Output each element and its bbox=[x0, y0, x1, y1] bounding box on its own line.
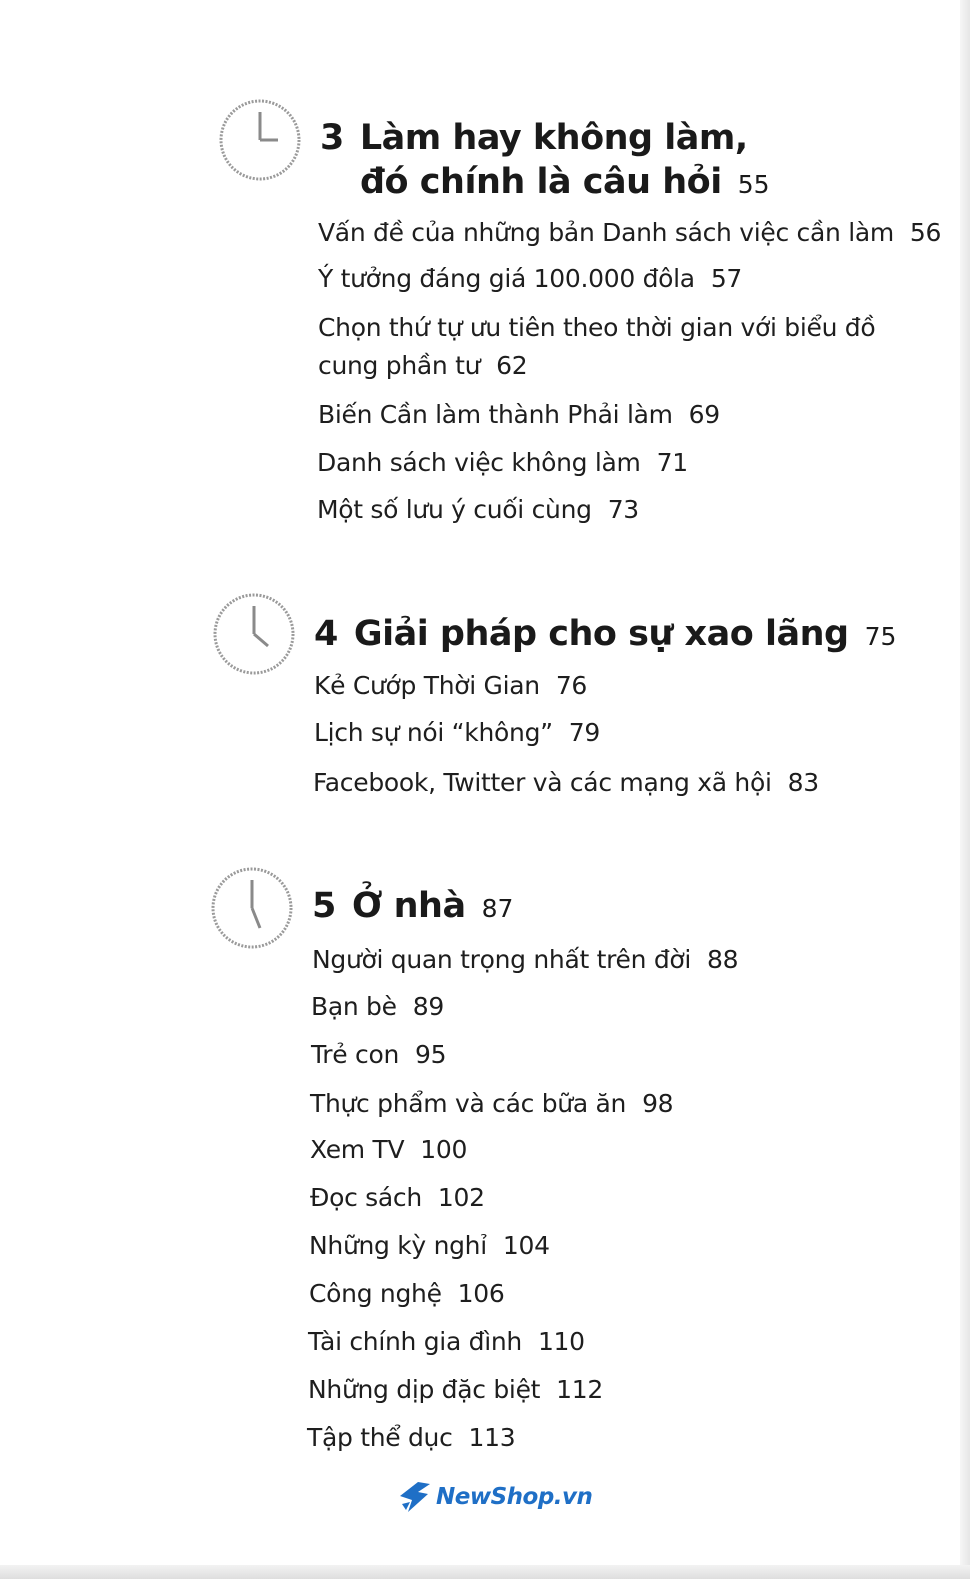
toc-entry-page: 69 bbox=[688, 400, 720, 429]
toc-entry[interactable] bbox=[308, 1371, 603, 1409]
toc-entry-page: 57 bbox=[710, 264, 743, 293]
toc-entry-page: 106 bbox=[457, 1279, 505, 1308]
newshop-watermark[interactable] bbox=[398, 1478, 592, 1516]
toc-entry-page: 112 bbox=[556, 1375, 603, 1404]
toc-entry-text: Xem TV bbox=[310, 1135, 405, 1164]
toc-entry-text: Tài chính gia đình bbox=[308, 1327, 522, 1356]
toc-entry-text: Facebook, Twitter và các mạng xã hội bbox=[313, 768, 772, 797]
toc-entry-text: Người quan trọng nhất trên đời bbox=[312, 945, 692, 974]
toc-entry-text: Chọn thứ tự ưu tiên theo thời gian với biểu đồ bbox=[318, 313, 876, 342]
toc-entry-page: 71 bbox=[656, 448, 688, 477]
toc-entry-page: 83 bbox=[787, 768, 819, 797]
toc-entry-page: 95 bbox=[415, 1040, 447, 1069]
toc-entry-text: Biến Cần làm thành Phải làm bbox=[318, 400, 673, 429]
toc-entry-page: 113 bbox=[468, 1423, 516, 1452]
toc-entry-text: Những kỳ nghỉ bbox=[309, 1231, 487, 1260]
toc-entry-text: Ý tưởng đáng giá 100.000 đôla bbox=[318, 264, 695, 293]
page-edge-shadow bbox=[960, 0, 970, 1579]
toc-entry-text: Công nghệ bbox=[309, 1279, 442, 1308]
toc-entry-text: Lịch sự nói “không” bbox=[314, 718, 553, 747]
toc-entry[interactable] bbox=[318, 396, 720, 434]
chapter-5-page: 87 bbox=[481, 894, 514, 923]
toc-entry[interactable] bbox=[311, 1036, 446, 1074]
toc-entry[interactable] bbox=[318, 260, 742, 298]
toc-entry-text: Trẻ con bbox=[311, 1040, 399, 1069]
toc-entry[interactable] bbox=[309, 1227, 550, 1265]
chapter-3-title[interactable] bbox=[320, 116, 770, 207]
toc-entry[interactable] bbox=[310, 1085, 673, 1123]
chapter-4-number: 4 bbox=[314, 614, 338, 654]
toc-entry[interactable] bbox=[307, 1419, 515, 1457]
clock-icon bbox=[210, 866, 294, 950]
toc-entry-page: 56 bbox=[909, 218, 942, 247]
chapter-4-title[interactable] bbox=[314, 612, 896, 659]
chapter-3-title-line1: Làm hay không làm, bbox=[359, 118, 748, 158]
toc-entry[interactable] bbox=[309, 1275, 504, 1313]
chapter-4-page: 75 bbox=[864, 622, 897, 651]
toc-entry-text: Vấn đề của những bản Danh sách việc cần làm bbox=[318, 218, 894, 247]
newshop-logo-icon bbox=[398, 1480, 432, 1514]
toc-entry-text: Bạn bè bbox=[311, 992, 397, 1021]
chapter-3-number: 3 bbox=[320, 118, 344, 158]
toc-entry-page: 62 bbox=[496, 351, 528, 380]
toc-entry-text: Thực phẩm và các bữa ăn bbox=[310, 1089, 627, 1118]
toc-entry[interactable] bbox=[313, 764, 819, 802]
toc-entry[interactable] bbox=[317, 444, 688, 482]
toc-entry-text: Danh sách việc không làm bbox=[317, 448, 641, 477]
toc-entry-page: 104 bbox=[502, 1231, 550, 1260]
toc-entry-text: Kẻ Cướp Thời Gian bbox=[314, 671, 540, 700]
toc-entry-page: 100 bbox=[420, 1135, 468, 1164]
toc-entry[interactable] bbox=[314, 667, 587, 705]
chapter-3-title-line2: đó chính là câu hỏi bbox=[360, 162, 722, 202]
page-bottom-shadow bbox=[0, 1565, 970, 1579]
toc-entry[interactable] bbox=[314, 714, 600, 752]
toc-entry[interactable] bbox=[310, 1131, 467, 1169]
toc-entry[interactable] bbox=[318, 214, 941, 252]
toc-entry-page: 89 bbox=[412, 992, 444, 1021]
toc-entry-page: 76 bbox=[555, 671, 588, 700]
toc-entry-page: 88 bbox=[707, 945, 739, 974]
toc-entry-text: cung phần tư bbox=[318, 351, 481, 380]
toc-entry-continuation[interactable] bbox=[318, 347, 527, 385]
chapter-5-title-line1: Ở nhà bbox=[351, 886, 466, 926]
toc-entry-text: Tập thể dục bbox=[307, 1423, 453, 1452]
toc-entry[interactable] bbox=[311, 988, 444, 1026]
toc-entry[interactable] bbox=[318, 309, 875, 347]
toc-entry[interactable] bbox=[312, 941, 738, 979]
clock-icon bbox=[212, 592, 296, 676]
chapter-5-number: 5 bbox=[312, 886, 336, 926]
toc-entry-page: 102 bbox=[437, 1183, 485, 1212]
newshop-logo-text: NewShop.vn bbox=[436, 1484, 593, 1510]
toc-entry-page: 79 bbox=[568, 718, 601, 747]
toc-entry[interactable] bbox=[317, 491, 639, 529]
clock-icon bbox=[218, 98, 302, 182]
toc-entry-page: 73 bbox=[607, 495, 639, 524]
toc-entry-text: Một số lưu ý cuối cùng bbox=[317, 495, 592, 524]
toc-entry[interactable] bbox=[310, 1179, 485, 1217]
toc-entry-text: Những dịp đặc biệt bbox=[308, 1375, 541, 1404]
toc-entry-page: 110 bbox=[537, 1327, 585, 1356]
chapter-3-page: 55 bbox=[737, 170, 770, 199]
chapter-4-title-line1: Giải pháp cho sự xao lãng bbox=[353, 614, 849, 654]
toc-entry-text: Đọc sách bbox=[310, 1183, 422, 1212]
toc-entry-page: 98 bbox=[642, 1089, 674, 1118]
toc-entry[interactable] bbox=[308, 1323, 585, 1361]
chapter-5-title[interactable] bbox=[312, 884, 513, 931]
